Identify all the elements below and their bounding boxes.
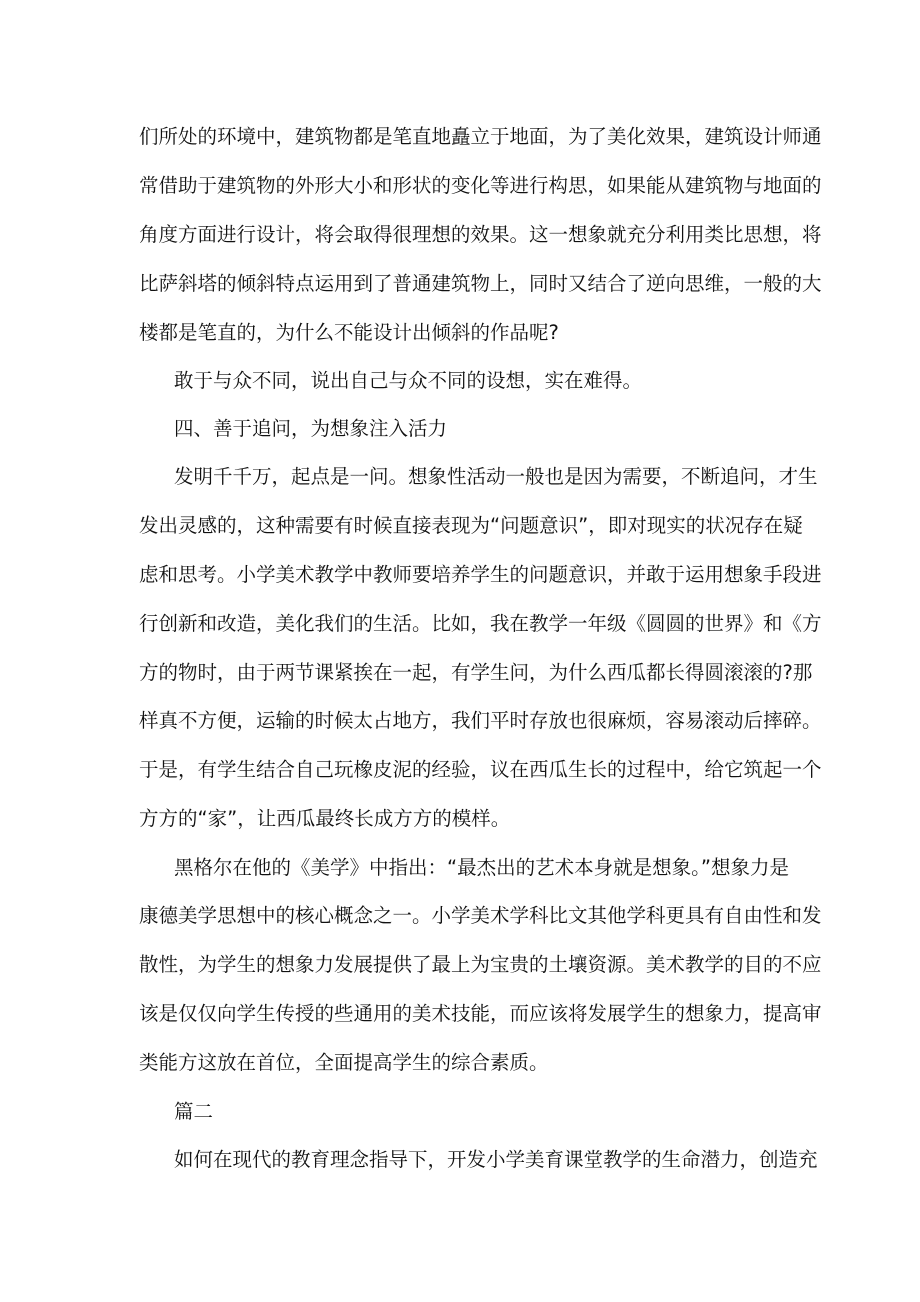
body-text-line: 于是，有学生结合自己玩橡皮泥的经验，议在西瓜生长的过程中，给它筑起一个 xyxy=(139,758,822,781)
body-text-line: 们所处的环境中，建筑物都是笔直地矗立于地面，为了美化效果，建筑设计师通 xyxy=(139,125,822,148)
body-text-line: 方的物时，由于两节课紧挨在一起，有学生问，为什么西瓜都长得圆滚滚的?那 xyxy=(139,661,813,684)
body-text-line: 类能方这放在首位，全面提高学生的综合素质。 xyxy=(139,1051,549,1074)
paragraph-line: 发明千千万，起点是一问。想象性活动一般也是因为需要，不断追问，才生 xyxy=(174,465,818,488)
section-heading: 篇二 xyxy=(174,1100,214,1123)
paragraph-line: 敢于与众不同，说出自己与众不同的设想，实在难得。 xyxy=(174,369,643,392)
body-text-line: 比萨斜塔的倾斜特点运用到了普通建筑物上，同时又结合了逆向思维，一般的大 xyxy=(139,272,822,295)
body-text-line: 散性，为学生的想象力发展提供了最上为宝贵的土壤资源。美术教学的目的不应 xyxy=(139,953,822,976)
paragraph-line: 黑格尔在他的《美学》中指出：“最杰出的艺术本身就是想象。”想象力是 xyxy=(174,856,789,879)
body-text-line: 康德美学思想中的核心概念之一。小学美术学科比文其他学科更具有自由性和发 xyxy=(139,904,822,927)
body-text-line: 常借助于建筑物的外形大小和形状的变化等进行构思，如果能从建筑物与地面的 xyxy=(139,174,822,197)
body-text-line: 楼都是笔直的，为什么不能设计出倾斜的作品呢? xyxy=(139,321,559,344)
body-text-line: 样真不方便，运输的时候太占地方，我们平时存放也很麻烦，容易滚动后摔碎。 xyxy=(139,709,822,732)
body-text-line: 方方的“家”，让西瓜最终长成方方的模样。 xyxy=(139,807,511,830)
body-text-line: 行创新和改造，美化我们的生活。比如，我在教学一年级《圆圆的世界》和《方 xyxy=(139,612,822,635)
body-text-line: 发出灵感的，这种需要有时候直接表现为“问题意识”，即对现实的状况存在疑 xyxy=(139,514,803,537)
body-text-line: 虑和思考。小学美术教学中教师要培养学生的问题意识，并敢于运用想象手段进 xyxy=(139,563,822,586)
paragraph-line: 如何在现代的教育理念指导下，开发小学美育课堂教学的生命潜力，创造充 xyxy=(174,1148,818,1171)
section-heading: 四、善于追问，为想象注入活力 xyxy=(174,417,448,440)
body-text-line: 角度方面进行设计，将会取得很理想的效果。这一想象就充分利用类比思想，将 xyxy=(139,223,822,246)
body-text-line: 该是仅仅向学生传授的些通用的美术技能，而应该将发展学生的想象力，提高审 xyxy=(139,1002,822,1025)
